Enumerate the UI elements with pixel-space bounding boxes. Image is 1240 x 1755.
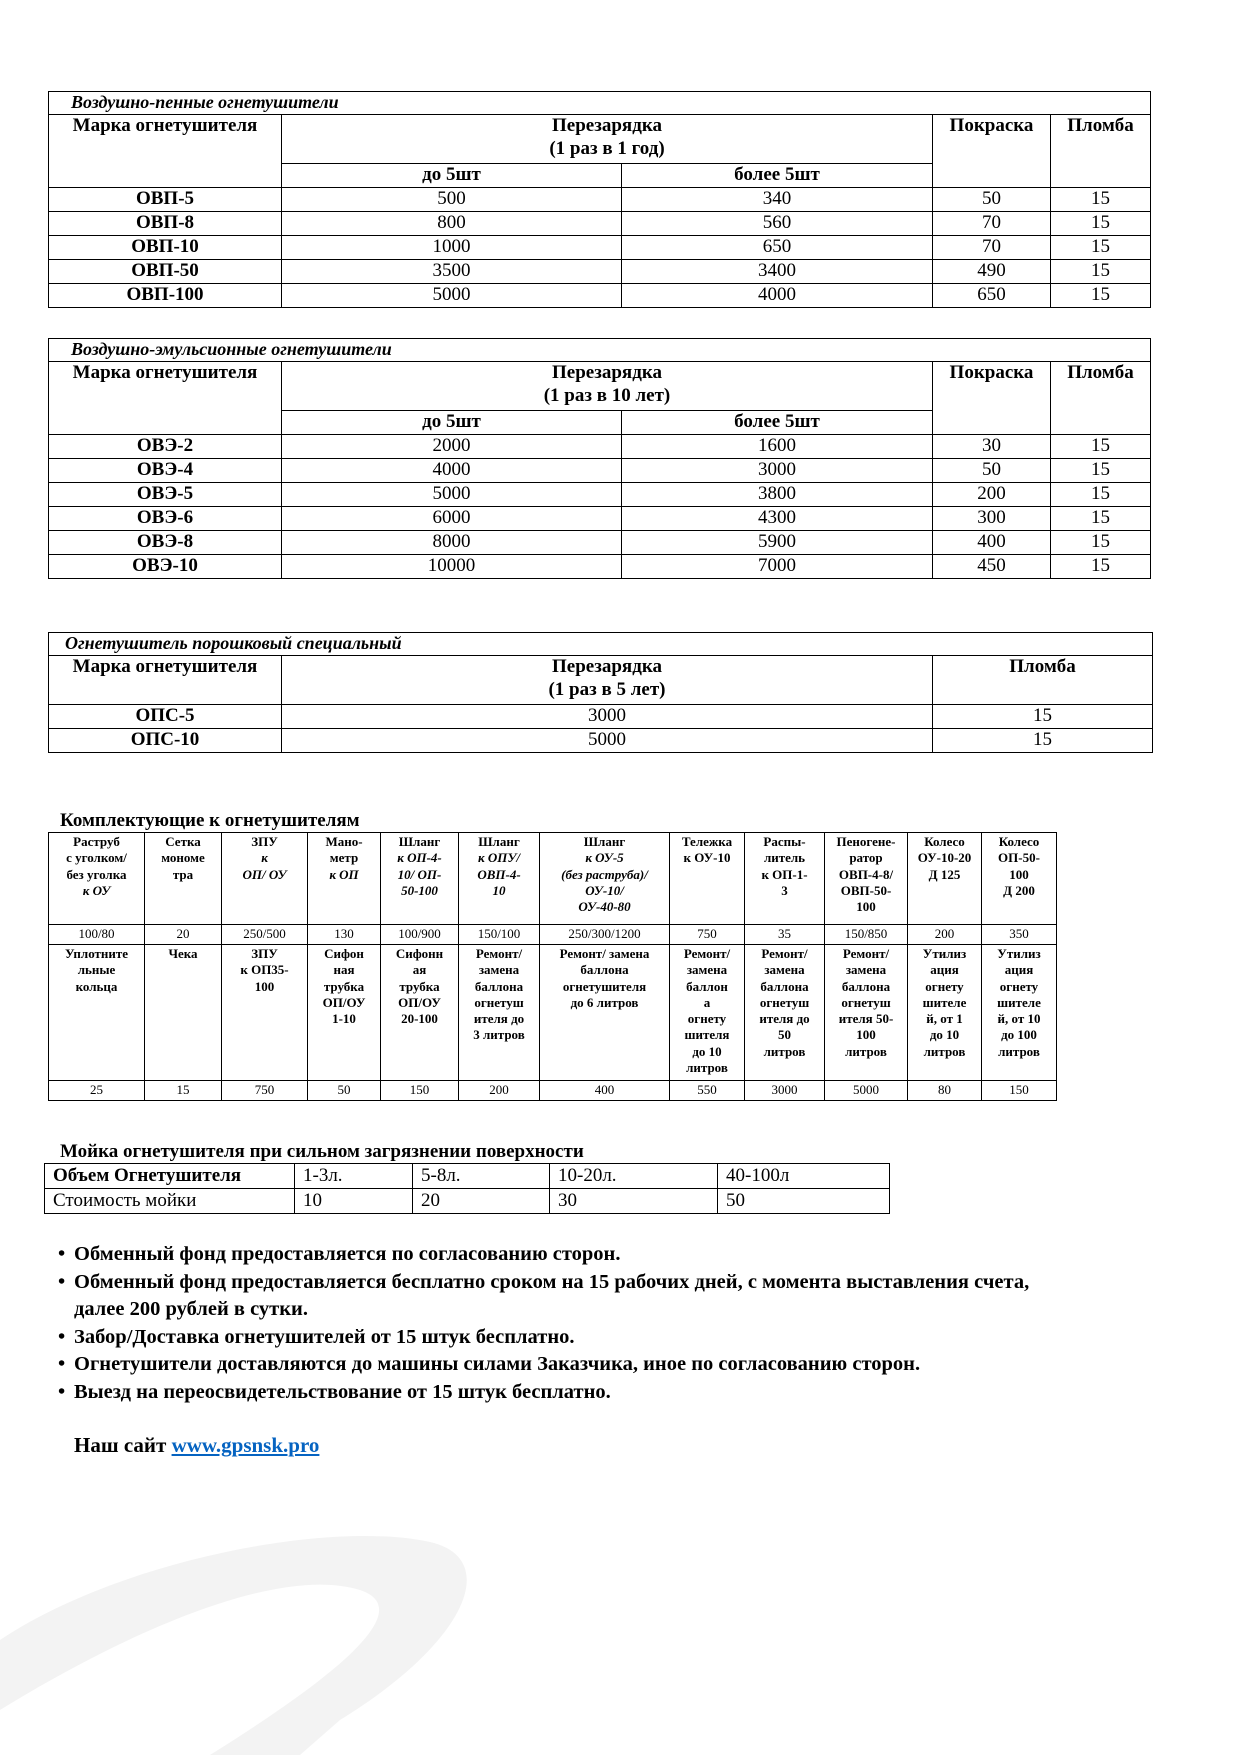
accessory-name-line: 100 xyxy=(856,1027,876,1043)
paint-price: 70 xyxy=(933,236,1051,260)
brand-cell: ОПС-10 xyxy=(49,729,282,753)
paint-price: 400 xyxy=(933,531,1051,555)
accessory-name-line: Тележка xyxy=(681,834,733,849)
seal-price: 15 xyxy=(1051,507,1151,531)
price-upto: 5000 xyxy=(282,483,622,507)
price-upto: 6000 xyxy=(282,507,622,531)
accessory-name-line: к ОП-4- xyxy=(397,850,442,866)
accessory-name-line: Ремонт/ замена xyxy=(559,946,650,961)
conditions-list-item xyxy=(56,1324,1176,1352)
table-row xyxy=(49,729,1153,753)
accessory-price-cell: 200 xyxy=(459,1081,540,1101)
accessory-name-line: без уголка xyxy=(66,866,127,882)
accessory-name-line: к ОУ-10 xyxy=(683,850,731,866)
price-upto: 4000 xyxy=(282,459,622,483)
accessory-name-line: 100 xyxy=(856,899,876,914)
conditions-list-item xyxy=(56,1351,1176,1379)
accessory-name-line: трубка xyxy=(323,978,365,994)
accessory-name-line: кольца xyxy=(75,978,118,994)
accessory-name-cell xyxy=(670,945,745,1081)
price-over: 3000 xyxy=(622,459,933,483)
paint-price: 50 xyxy=(933,459,1051,483)
accessory-price-cell: 3000 xyxy=(745,1081,825,1101)
table-row xyxy=(49,236,1151,260)
col-header-paint: Покраска xyxy=(933,362,1051,435)
col-header-recharge xyxy=(282,362,933,411)
accessory-name-line: ОУ-40-80 xyxy=(578,899,631,914)
accessory-price-cell: 35 xyxy=(745,925,825,945)
accessory-name-line: огнетуш xyxy=(474,994,524,1010)
seal-price: 15 xyxy=(1051,483,1151,507)
accessory-name-line: баллон xyxy=(686,978,728,994)
accessory-name-cell xyxy=(381,833,459,925)
accessories-table xyxy=(48,832,1057,1101)
accessory-name-cell xyxy=(459,945,540,1081)
recharge-line1: Перезарядка xyxy=(552,115,662,136)
watermark-graphic xyxy=(0,1480,640,1755)
accessory-name-cell xyxy=(145,945,222,1081)
accessory-price-cell: 5000 xyxy=(825,1081,908,1101)
accessory-name-line: баллона xyxy=(580,962,629,978)
seal-price: 15 xyxy=(1051,236,1151,260)
conditions-list-item xyxy=(56,1379,1176,1407)
website-label: Наш сайт xyxy=(74,1433,167,1457)
accessory-name-line: Шланг xyxy=(478,834,520,849)
accessory-price-cell: 100/80 xyxy=(49,925,145,945)
accessory-name-line: 1-10 xyxy=(332,1011,356,1026)
accessory-name-line: к ОП xyxy=(329,866,359,882)
accessory-name-line: 50 xyxy=(778,1027,791,1043)
washing-price-cell: 20 xyxy=(413,1189,550,1214)
price-over: 4300 xyxy=(622,507,933,531)
conditions-line: далее 200 рублей в сутки. xyxy=(74,1298,308,1320)
accessory-price-cell: 100/900 xyxy=(381,925,459,945)
washing-header-cell: Объем Огнетушителя xyxy=(45,1164,295,1189)
bullet-icon: • xyxy=(58,1380,66,1403)
accessory-name-line: ителя до xyxy=(473,1011,525,1026)
washing-header-cell: 10-20л. xyxy=(550,1164,718,1189)
accessory-name-line: Сифонн xyxy=(395,946,444,961)
col-header-brand: Марка огнетушителя xyxy=(49,115,282,188)
accessory-name-line: й, от 10 xyxy=(997,1011,1041,1026)
washing-header-row xyxy=(45,1164,890,1189)
accessory-name-line: огнету xyxy=(687,1011,727,1026)
powder-extinguishers-table xyxy=(48,632,1153,753)
accessory-name-cell xyxy=(982,945,1057,1081)
accessory-name-line: 100 xyxy=(1009,866,1029,882)
accessory-name-line: 10/ ОП- xyxy=(397,866,442,882)
table-row xyxy=(49,212,1151,236)
seal-price: 15 xyxy=(1051,531,1151,555)
accessory-name-line: Ремонт/ xyxy=(475,946,523,961)
accessory-name-line: огнетушителя xyxy=(562,978,647,994)
seal-price: 15 xyxy=(1051,188,1151,212)
conditions-line: Обменный фонд предоставляется по согласованию сторон. xyxy=(74,1243,621,1265)
brand-cell: ОВЭ-2 xyxy=(49,435,282,459)
table-row xyxy=(49,435,1151,459)
recharge-line2: (1 раз в 1 год) xyxy=(549,137,665,159)
price-over: 3800 xyxy=(622,483,933,507)
paint-price: 30 xyxy=(933,435,1051,459)
accessory-name-line: к ОП35- xyxy=(240,962,289,978)
table-caption: Воздушно-эмульсионные огнетушители xyxy=(49,339,1151,362)
accessory-price-cell: 150 xyxy=(381,1081,459,1101)
accessory-price-cell: 550 xyxy=(670,1081,745,1101)
accessory-price-cell: 750 xyxy=(222,1081,308,1101)
emulsion-extinguishers-table xyxy=(48,338,1151,579)
accessory-name-cell xyxy=(222,945,308,1081)
accessory-name-line: Утилиз xyxy=(997,946,1041,961)
conditions-list-item xyxy=(56,1269,1176,1324)
accessory-name-cell xyxy=(908,945,982,1081)
brand-cell: ОВП-5 xyxy=(49,188,282,212)
recharge-price: 5000 xyxy=(282,729,933,753)
accessory-name-line: Мано- xyxy=(325,834,363,849)
col-header-over: более 5шт xyxy=(622,411,933,435)
accessory-name-cell xyxy=(459,833,540,925)
brand-cell: ОВП-10 xyxy=(49,236,282,260)
paint-price: 70 xyxy=(933,212,1051,236)
conditions-list-item xyxy=(56,1241,1176,1269)
washing-header-cell: 40-100л xyxy=(718,1164,890,1189)
accessory-name-cell xyxy=(908,833,982,925)
accessory-price-cell: 20 xyxy=(145,925,222,945)
accessory-name-line: шителя xyxy=(684,1027,730,1043)
price-upto: 2000 xyxy=(282,435,622,459)
accessory-name-line: Утилиз xyxy=(922,946,967,961)
accessory-name-line: льные xyxy=(77,962,116,978)
accessory-name-line: Уплотните xyxy=(64,946,129,961)
accessory-name-line: огнетуш xyxy=(841,994,891,1010)
accessory-name-line: ая xyxy=(412,962,427,978)
accessory-name-line: ОУ-10-20 xyxy=(917,850,972,866)
accessory-name-line: замена xyxy=(686,962,728,978)
washing-title: Мойка огнетушителя при сильном загрязнении поверхности xyxy=(60,1141,584,1162)
accessory-name-line: 100 xyxy=(254,978,275,994)
conditions-list xyxy=(56,1241,1176,1406)
accessory-name-line: ОВП-4-8/ xyxy=(838,866,894,882)
accessory-name-line: Чека xyxy=(168,946,198,961)
price-upto: 500 xyxy=(282,188,622,212)
conditions-line: Забор/Доставка огнетушителей от 15 штук бесплатно. xyxy=(74,1325,575,1348)
accessory-name-cell xyxy=(222,833,308,925)
accessory-name-line: литров xyxy=(923,1043,966,1059)
accessory-name-line: ителя до xyxy=(759,1011,810,1026)
col-header-recharge xyxy=(282,656,933,705)
washing-table xyxy=(44,1163,890,1214)
price-upto: 3500 xyxy=(282,260,622,284)
accessory-name-line: замена xyxy=(478,962,520,978)
price-upto: 10000 xyxy=(282,555,622,579)
accessory-name-line: к xyxy=(261,850,268,866)
bullet-icon: • xyxy=(58,1353,66,1375)
brand-cell: ОВП-50 xyxy=(49,260,282,284)
conditions-line: Обменный фонд предоставляется бесплатно сроком на 15 рабочих дней, с момента выставления счета, xyxy=(74,1270,1030,1293)
col-header-paint: Покраска xyxy=(933,115,1051,188)
accessory-name-line: замена xyxy=(845,962,887,978)
accessory-name-line: ация xyxy=(1004,962,1034,978)
accessory-price-cell: 350 xyxy=(982,925,1057,945)
table-row xyxy=(49,507,1151,531)
accessory-name-line: Сетка xyxy=(165,834,201,849)
accessory-price-cell: 150/850 xyxy=(825,925,908,945)
accessory-name-cell xyxy=(825,833,908,925)
accessory-name-line: замена xyxy=(764,962,805,978)
price-over: 7000 xyxy=(622,555,933,579)
accessory-name-line: литров xyxy=(845,1043,887,1059)
col-header-seal: Пломба xyxy=(933,656,1153,705)
accessory-name-cell xyxy=(745,833,825,925)
price-over: 650 xyxy=(622,236,933,260)
washing-price-cell: 10 xyxy=(295,1189,413,1214)
accessory-name-line: 3 xyxy=(781,882,788,898)
table-row xyxy=(49,531,1151,555)
accessory-name-line: до 6 литров xyxy=(570,994,639,1010)
washing-price-cell: 30 xyxy=(550,1189,718,1214)
accessory-name-line: Шланг xyxy=(398,834,441,849)
price-over: 5900 xyxy=(622,531,933,555)
brand-cell: ОВП-100 xyxy=(49,284,282,308)
recharge-line1: Перезарядка xyxy=(552,656,662,677)
accessory-name-cell xyxy=(982,833,1057,925)
accessory-name-cell xyxy=(540,945,670,1081)
table-row xyxy=(49,459,1151,483)
recharge-price: 3000 xyxy=(282,705,933,729)
accessory-name-line: баллона xyxy=(474,978,524,994)
accessory-name-cell xyxy=(145,833,222,925)
accessory-name-line: литров xyxy=(686,1059,728,1075)
accessory-name-line: огнету xyxy=(925,978,964,994)
accessory-name-line: Пеногене- xyxy=(836,834,896,849)
accessory-name-line: трубка xyxy=(399,978,440,994)
paint-price: 490 xyxy=(933,260,1051,284)
accessory-price-cell: 250/300/1200 xyxy=(540,925,670,945)
seal-price: 15 xyxy=(1051,435,1151,459)
washing-header-cell: 5-8л. xyxy=(413,1164,550,1189)
accessory-name-line: 50-100 xyxy=(401,882,438,898)
accessory-price-cell: 50 xyxy=(308,1081,381,1101)
accessory-name-line: Колесо xyxy=(998,834,1040,849)
accessory-name-line: ОП/ОУ xyxy=(398,994,441,1010)
accessory-name-line: баллона xyxy=(760,978,809,994)
accessory-name-line: литров xyxy=(763,1043,806,1059)
accessory-name-line: 10 xyxy=(492,882,506,898)
accessory-name-cell xyxy=(825,945,908,1081)
accessory-name-line: к ОУ xyxy=(82,882,111,898)
accessory-name-line: Д 125 xyxy=(928,866,961,882)
accessory-name-line: ЗПУ xyxy=(251,834,278,849)
col-header-brand: Марка огнетушителя xyxy=(49,362,282,435)
accessory-name-line: й, от 1 xyxy=(926,1011,963,1026)
accessory-price-cell: 80 xyxy=(908,1081,982,1101)
accessory-name-line: литель xyxy=(763,850,806,866)
accessories-prices-row xyxy=(49,1081,1057,1101)
accessory-name-line: Распы- xyxy=(763,834,806,849)
accessory-name-cell xyxy=(670,833,745,925)
seal-price: 15 xyxy=(1051,459,1151,483)
accessory-name-line: 20-100 xyxy=(401,1011,438,1026)
accessory-name-cell xyxy=(745,945,825,1081)
accessory-price-cell: 150/100 xyxy=(459,925,540,945)
accessory-name-line: Раструб xyxy=(73,834,120,849)
accessory-name-cell xyxy=(381,945,459,1081)
paint-price: 200 xyxy=(933,483,1051,507)
seal-price: 15 xyxy=(1051,212,1151,236)
accessories-names-row xyxy=(49,945,1057,1081)
accessory-name-line: литров xyxy=(998,1043,1040,1059)
accessories-names-row xyxy=(49,833,1057,925)
website-line xyxy=(74,1433,319,1458)
price-over: 1600 xyxy=(622,435,933,459)
paint-price: 50 xyxy=(933,188,1051,212)
accessory-name-line: Сифон xyxy=(324,946,364,961)
col-header-over: более 5шт xyxy=(622,164,933,188)
accessory-name-line: к ОП-1- xyxy=(761,866,808,882)
table-row xyxy=(49,284,1151,308)
bullet-icon: • xyxy=(58,1243,66,1265)
accessory-name-line: до 10 xyxy=(929,1027,960,1043)
accessory-price-cell: 130 xyxy=(308,925,381,945)
accessory-name-line: Д 200 xyxy=(1003,882,1035,898)
accessory-name-line: шителе xyxy=(922,994,967,1010)
accessory-name-line: 3 литров xyxy=(473,1027,525,1043)
bullet-icon: • xyxy=(58,1325,66,1348)
accessory-name-line: ация xyxy=(930,962,959,978)
accessory-name-line: огнету xyxy=(999,978,1039,994)
washing-header-cell: 1-3л. xyxy=(295,1164,413,1189)
col-header-seal: Пломба xyxy=(1051,115,1151,188)
seal-price: 15 xyxy=(1051,284,1151,308)
accessory-name-line: (без раструба)/ xyxy=(561,866,648,882)
accessory-name-line: ОУ-10/ xyxy=(585,882,624,898)
accessory-name-line: ная xyxy=(333,962,355,978)
accessory-name-cell xyxy=(49,945,145,1081)
table-row xyxy=(49,260,1151,284)
accessory-name-line: с уголком/ xyxy=(66,850,127,866)
accessory-price-cell: 750 xyxy=(670,925,745,945)
accessory-name-line: ОВП-50- xyxy=(840,882,892,898)
accessories-prices-row xyxy=(49,925,1057,945)
accessory-name-line: ителя 50- xyxy=(838,1011,894,1026)
accessory-name-line: Ремонт/ xyxy=(683,946,731,961)
brand-cell: ОВП-8 xyxy=(49,212,282,236)
table-row xyxy=(49,188,1151,212)
accessory-price-cell: 250/500 xyxy=(222,925,308,945)
accessory-name-cell xyxy=(308,833,381,925)
table-caption: Воздушно-пенные огнетушители xyxy=(49,92,1151,115)
brand-cell: ОВЭ-4 xyxy=(49,459,282,483)
accessory-name-line: Ремонт/ xyxy=(761,946,808,961)
col-header-brand: Марка огнетушителя xyxy=(49,656,282,705)
paint-price: 300 xyxy=(933,507,1051,531)
price-upto: 5000 xyxy=(282,284,622,308)
price-over: 340 xyxy=(622,188,933,212)
washing-price-cell: 50 xyxy=(718,1189,890,1214)
accessory-name-line: Шланг xyxy=(583,834,626,849)
accessory-name-line: ОП-50- xyxy=(998,850,1040,866)
accessory-name-line: мономе xyxy=(161,850,205,866)
washing-row-label: Стоимость мойки xyxy=(45,1189,295,1214)
accessory-name-line: ратор xyxy=(849,850,883,866)
accessories-title: Комплектующие к огнетушителям xyxy=(60,810,360,831)
accessory-name-line: ЗПУ xyxy=(251,946,278,961)
conditions-line: Огнетушители доставляются до машины силами Заказчика, иное по согласованию сторон. xyxy=(74,1353,921,1375)
accessory-price-cell: 200 xyxy=(908,925,982,945)
accessory-name-line: метр xyxy=(329,850,359,866)
conditions-line: Выезд на переосвидетельствование от 15 штук бесплатно. xyxy=(74,1380,611,1403)
table-caption: Огнетушитель порошковый специальный xyxy=(49,633,1153,656)
brand-cell: ОПС-5 xyxy=(49,705,282,729)
accessory-name-cell xyxy=(308,945,381,1081)
price-upto: 1000 xyxy=(282,236,622,260)
recharge-line1: Перезарядка xyxy=(552,362,662,383)
recharge-line2: (1 раз в 5 лет) xyxy=(548,678,666,700)
table-row xyxy=(49,483,1151,507)
seal-price: 15 xyxy=(1051,260,1151,284)
accessory-name-line: к ОУ-5 xyxy=(585,850,624,866)
price-over: 560 xyxy=(622,212,933,236)
accessory-price-cell: 25 xyxy=(49,1081,145,1101)
accessory-name-line: до 10 xyxy=(692,1043,722,1059)
accessory-price-cell: 15 xyxy=(145,1081,222,1101)
washing-price-row xyxy=(45,1189,890,1214)
bullet-icon: • xyxy=(58,1270,66,1293)
paint-price: 450 xyxy=(933,555,1051,579)
accessory-name-line: к ОПУ/ xyxy=(478,850,520,866)
accessory-name-line: тра xyxy=(172,866,194,882)
table-row xyxy=(49,705,1153,729)
col-header-upto: до 5шт xyxy=(282,164,622,188)
accessory-name-line: ОП/ОУ xyxy=(322,994,366,1010)
accessory-name-line: Ремонт/ xyxy=(842,946,890,961)
col-header-upto: до 5шт xyxy=(282,411,622,435)
foam-extinguishers-table xyxy=(48,91,1151,308)
recharge-line2: (1 раз в 10 лет) xyxy=(543,384,671,406)
seal-price: 15 xyxy=(933,729,1153,753)
website-link[interactable]: www.gpsnsk.pro xyxy=(171,1433,320,1457)
accessory-name-cell xyxy=(49,833,145,925)
paint-price: 650 xyxy=(933,284,1051,308)
price-over: 4000 xyxy=(622,284,933,308)
accessory-name-line: Колесо xyxy=(924,834,965,849)
seal-price: 15 xyxy=(933,705,1153,729)
brand-cell: ОВЭ-5 xyxy=(49,483,282,507)
accessory-name-line: баллона xyxy=(841,978,891,994)
accessory-price-cell: 150 xyxy=(982,1081,1057,1101)
accessory-name-line: до 100 xyxy=(1001,1027,1037,1043)
accessory-name-line: а xyxy=(703,994,711,1010)
accessory-name-line: ОВП-4- xyxy=(477,866,521,882)
table-row xyxy=(49,555,1151,579)
price-over: 3400 xyxy=(622,260,933,284)
brand-cell: ОВЭ-8 xyxy=(49,531,282,555)
accessory-name-line: огнетуш xyxy=(759,994,810,1010)
brand-cell: ОВЭ-6 xyxy=(49,507,282,531)
col-header-recharge xyxy=(282,115,933,164)
accessory-name-line: ОП/ ОУ xyxy=(242,866,287,882)
seal-price: 15 xyxy=(1051,555,1151,579)
col-header-seal: Пломба xyxy=(1051,362,1151,435)
accessory-price-cell: 400 xyxy=(540,1081,670,1101)
accessory-name-cell xyxy=(540,833,670,925)
price-upto: 800 xyxy=(282,212,622,236)
brand-cell: ОВЭ-10 xyxy=(49,555,282,579)
accessory-name-line: шителе xyxy=(997,994,1041,1010)
price-upto: 8000 xyxy=(282,531,622,555)
